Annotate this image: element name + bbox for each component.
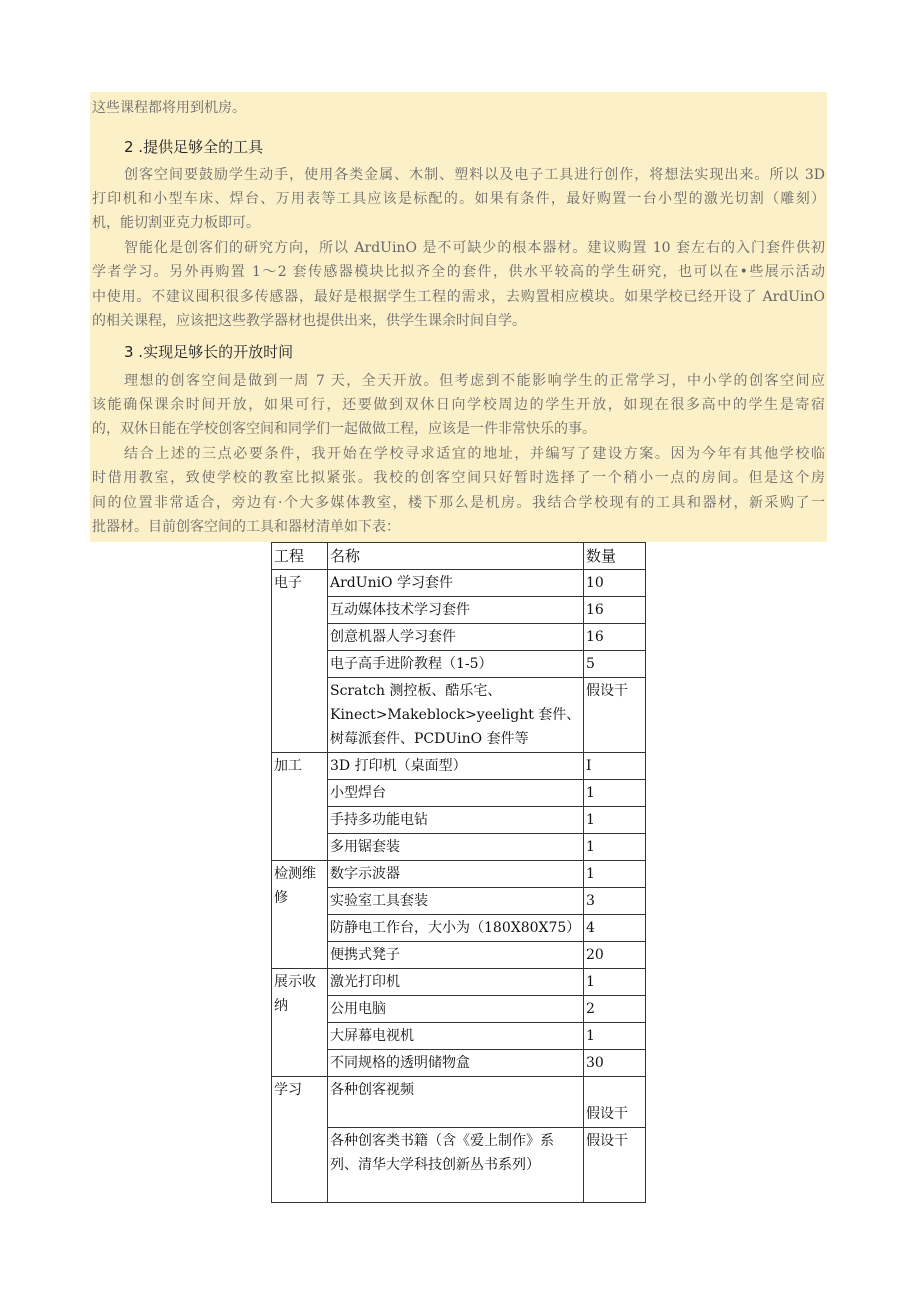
header-qty: 数量 <box>584 543 646 570</box>
paragraph-line: 智能化是创客们的研究方向，所以 ArdUinO 是不可缺少的根本器材。建议购置 10 套左右的入门套件供初 <box>124 240 825 256</box>
item-qty-cell: 16 <box>584 624 646 651</box>
item-name-cell: 数字示波器 <box>328 861 584 888</box>
header-name: 名称 <box>328 543 584 570</box>
paragraph-line: 这些课程都将用到机房。 <box>92 100 246 116</box>
item-qty-cell: 假设干 <box>584 1128 646 1203</box>
table-row <box>272 834 646 861</box>
table-row <box>272 1077 646 1128</box>
item-name-cell: 不同规格的透明储物盒 <box>328 1050 584 1077</box>
table-row <box>272 861 646 888</box>
table-row <box>272 753 646 780</box>
table-row <box>272 1128 646 1203</box>
paragraph-line: 的相关课程，应该把这些教学器材也提供出来，供学生课余时间自学。 <box>92 313 526 329</box>
item-name-cell: ArdUniO 学习套件 <box>328 570 584 597</box>
item-name-cell: 手持多功能电钻 <box>328 807 584 834</box>
table-row <box>272 570 646 597</box>
header-category: 工程 <box>272 543 328 570</box>
paragraph-line: 机，能切割亚克力板即可。 <box>92 215 260 231</box>
section-heading-3: 3 .实现足够长的开放时间 <box>124 343 294 361</box>
table-row <box>272 1023 646 1050</box>
item-name-cell: Scratch 测控板、酷乐宅、Kinect>Makeblock>yeelight 套件、树莓派套件、PCDUinO 套件等 <box>328 678 584 753</box>
table-row <box>272 678 646 753</box>
item-qty-cell: 5 <box>584 651 646 678</box>
category-cell: 展示收纳 <box>272 969 328 1077</box>
table-row <box>272 807 646 834</box>
item-name-cell: 公用电脑 <box>328 996 584 1023</box>
category-cell: 电子 <box>272 570 328 753</box>
item-name-cell: 各种创客视频 <box>328 1077 584 1128</box>
table-row <box>272 942 646 969</box>
table-row <box>272 996 646 1023</box>
table-row <box>272 651 646 678</box>
item-qty-cell: 假设干 <box>584 678 646 753</box>
item-name-cell: 实验室工具套装 <box>328 888 584 915</box>
item-name-cell: 大屏幕电视机 <box>328 1023 584 1050</box>
paragraph-line: 该能确保课余时间开放，如果可行，还要做到双休日向学校周边的学生开放，如现在很多高中的学生是寄宿 <box>92 397 825 413</box>
item-name-cell: 小型焊台 <box>328 780 584 807</box>
paragraph-line: 中使用。不建议囤积很多传感器，最好是根据学生工程的需求，去购置相应模块。如果学校已经开设了 ArdUinO <box>92 289 825 305</box>
item-qty-cell: 16 <box>584 597 646 624</box>
item-name-cell: 互动媒体技术学习套件 <box>328 597 584 624</box>
item-name-cell: 各种创客类书籍（含《爱上制作》系列、清华大学科技创新丛书系列） <box>328 1128 584 1203</box>
item-name-cell: 3D 打印机（桌面型） <box>328 753 584 780</box>
paragraph-line: 间的位置非常适合，旁边有·个大多媒体教室，楼下那么是机房。我结合学校现有的工具和器材，新采购了一 <box>92 495 825 511</box>
paragraph-line: 打印机和小型车床、焊台、万用表等工具应该是标配的。如果有条件，最好购置一台小型的激光切割（雕刻） <box>92 191 825 207</box>
paragraph-line: 的，双休日能在学校创客空间和同学们一起做做工程，应该是一件非常快乐的事。 <box>92 421 596 437</box>
item-qty-cell: 20 <box>584 942 646 969</box>
paragraph-line: 学者学习。另外再购置 1～2 套传感器模块比拟齐全的套件，供水平较高的学生研究，也可以在•些展示活动 <box>92 264 825 280</box>
table-row <box>272 1050 646 1077</box>
category-cell: 学习 <box>272 1077 328 1203</box>
table-row <box>272 780 646 807</box>
table-row <box>272 624 646 651</box>
item-qty-cell: I <box>584 753 646 780</box>
item-name-cell: 防静电工作台，大小为（180X80X75） <box>328 915 584 942</box>
item-name-cell: 便携式凳子 <box>328 942 584 969</box>
table-row <box>272 969 646 996</box>
category-cell: 检测维修 <box>272 861 328 969</box>
table-row <box>272 915 646 942</box>
item-qty-cell: 4 <box>584 915 646 942</box>
paragraph-line: 批器材。目前创客空间的工具和器材清单如下表： <box>92 519 400 535</box>
item-qty-cell: 1 <box>584 861 646 888</box>
item-name-cell: 创意机器人学习套件 <box>328 624 584 651</box>
category-cell: 加工 <box>272 753 328 861</box>
item-qty-cell: 1 <box>584 1023 646 1050</box>
item-qty-cell: 假设干 <box>584 1077 646 1128</box>
item-qty-cell: 3 <box>584 888 646 915</box>
item-qty-cell: 1 <box>584 780 646 807</box>
paragraph-line: 结合上述的三点必要条件，我开始在学校寻求适宜的地址，并编写了建设方案。因为今年有其他学校临 <box>124 446 825 462</box>
paragraph-line: 时借用教室，致使学校的教室比拟紧张。我校的创客空间只好暂时选择了一个稍小一点的房间。但是这个房 <box>92 470 825 486</box>
paragraph-line: 创客空间要鼓励学生动手，使用各类金属、木制、塑料以及电子工具进行创作，将想法实现出来。所以 3D <box>124 167 825 183</box>
table-header-row <box>272 543 646 570</box>
item-qty-cell: 1 <box>584 834 646 861</box>
item-name-cell: 激光打印机 <box>328 969 584 996</box>
item-qty-cell: 1 <box>584 807 646 834</box>
paragraph-line: 理想的创客空间是做到一周 7 天，全天开放。但考虑到不能影响学生的正常学习，中小学的创客空间应 <box>124 373 825 389</box>
equipment-table <box>271 542 646 1203</box>
item-name-cell: 电子高手进阶教程（1-5） <box>328 651 584 678</box>
item-name-cell: 多用锯套装 <box>328 834 584 861</box>
item-qty-cell: 2 <box>584 996 646 1023</box>
section-heading-2: 2 .提供足够全的工具 <box>124 138 264 156</box>
item-qty-cell: 30 <box>584 1050 646 1077</box>
table-row <box>272 888 646 915</box>
item-qty-cell: 1 <box>584 969 646 996</box>
table-row <box>272 597 646 624</box>
item-qty-cell: 10 <box>584 570 646 597</box>
